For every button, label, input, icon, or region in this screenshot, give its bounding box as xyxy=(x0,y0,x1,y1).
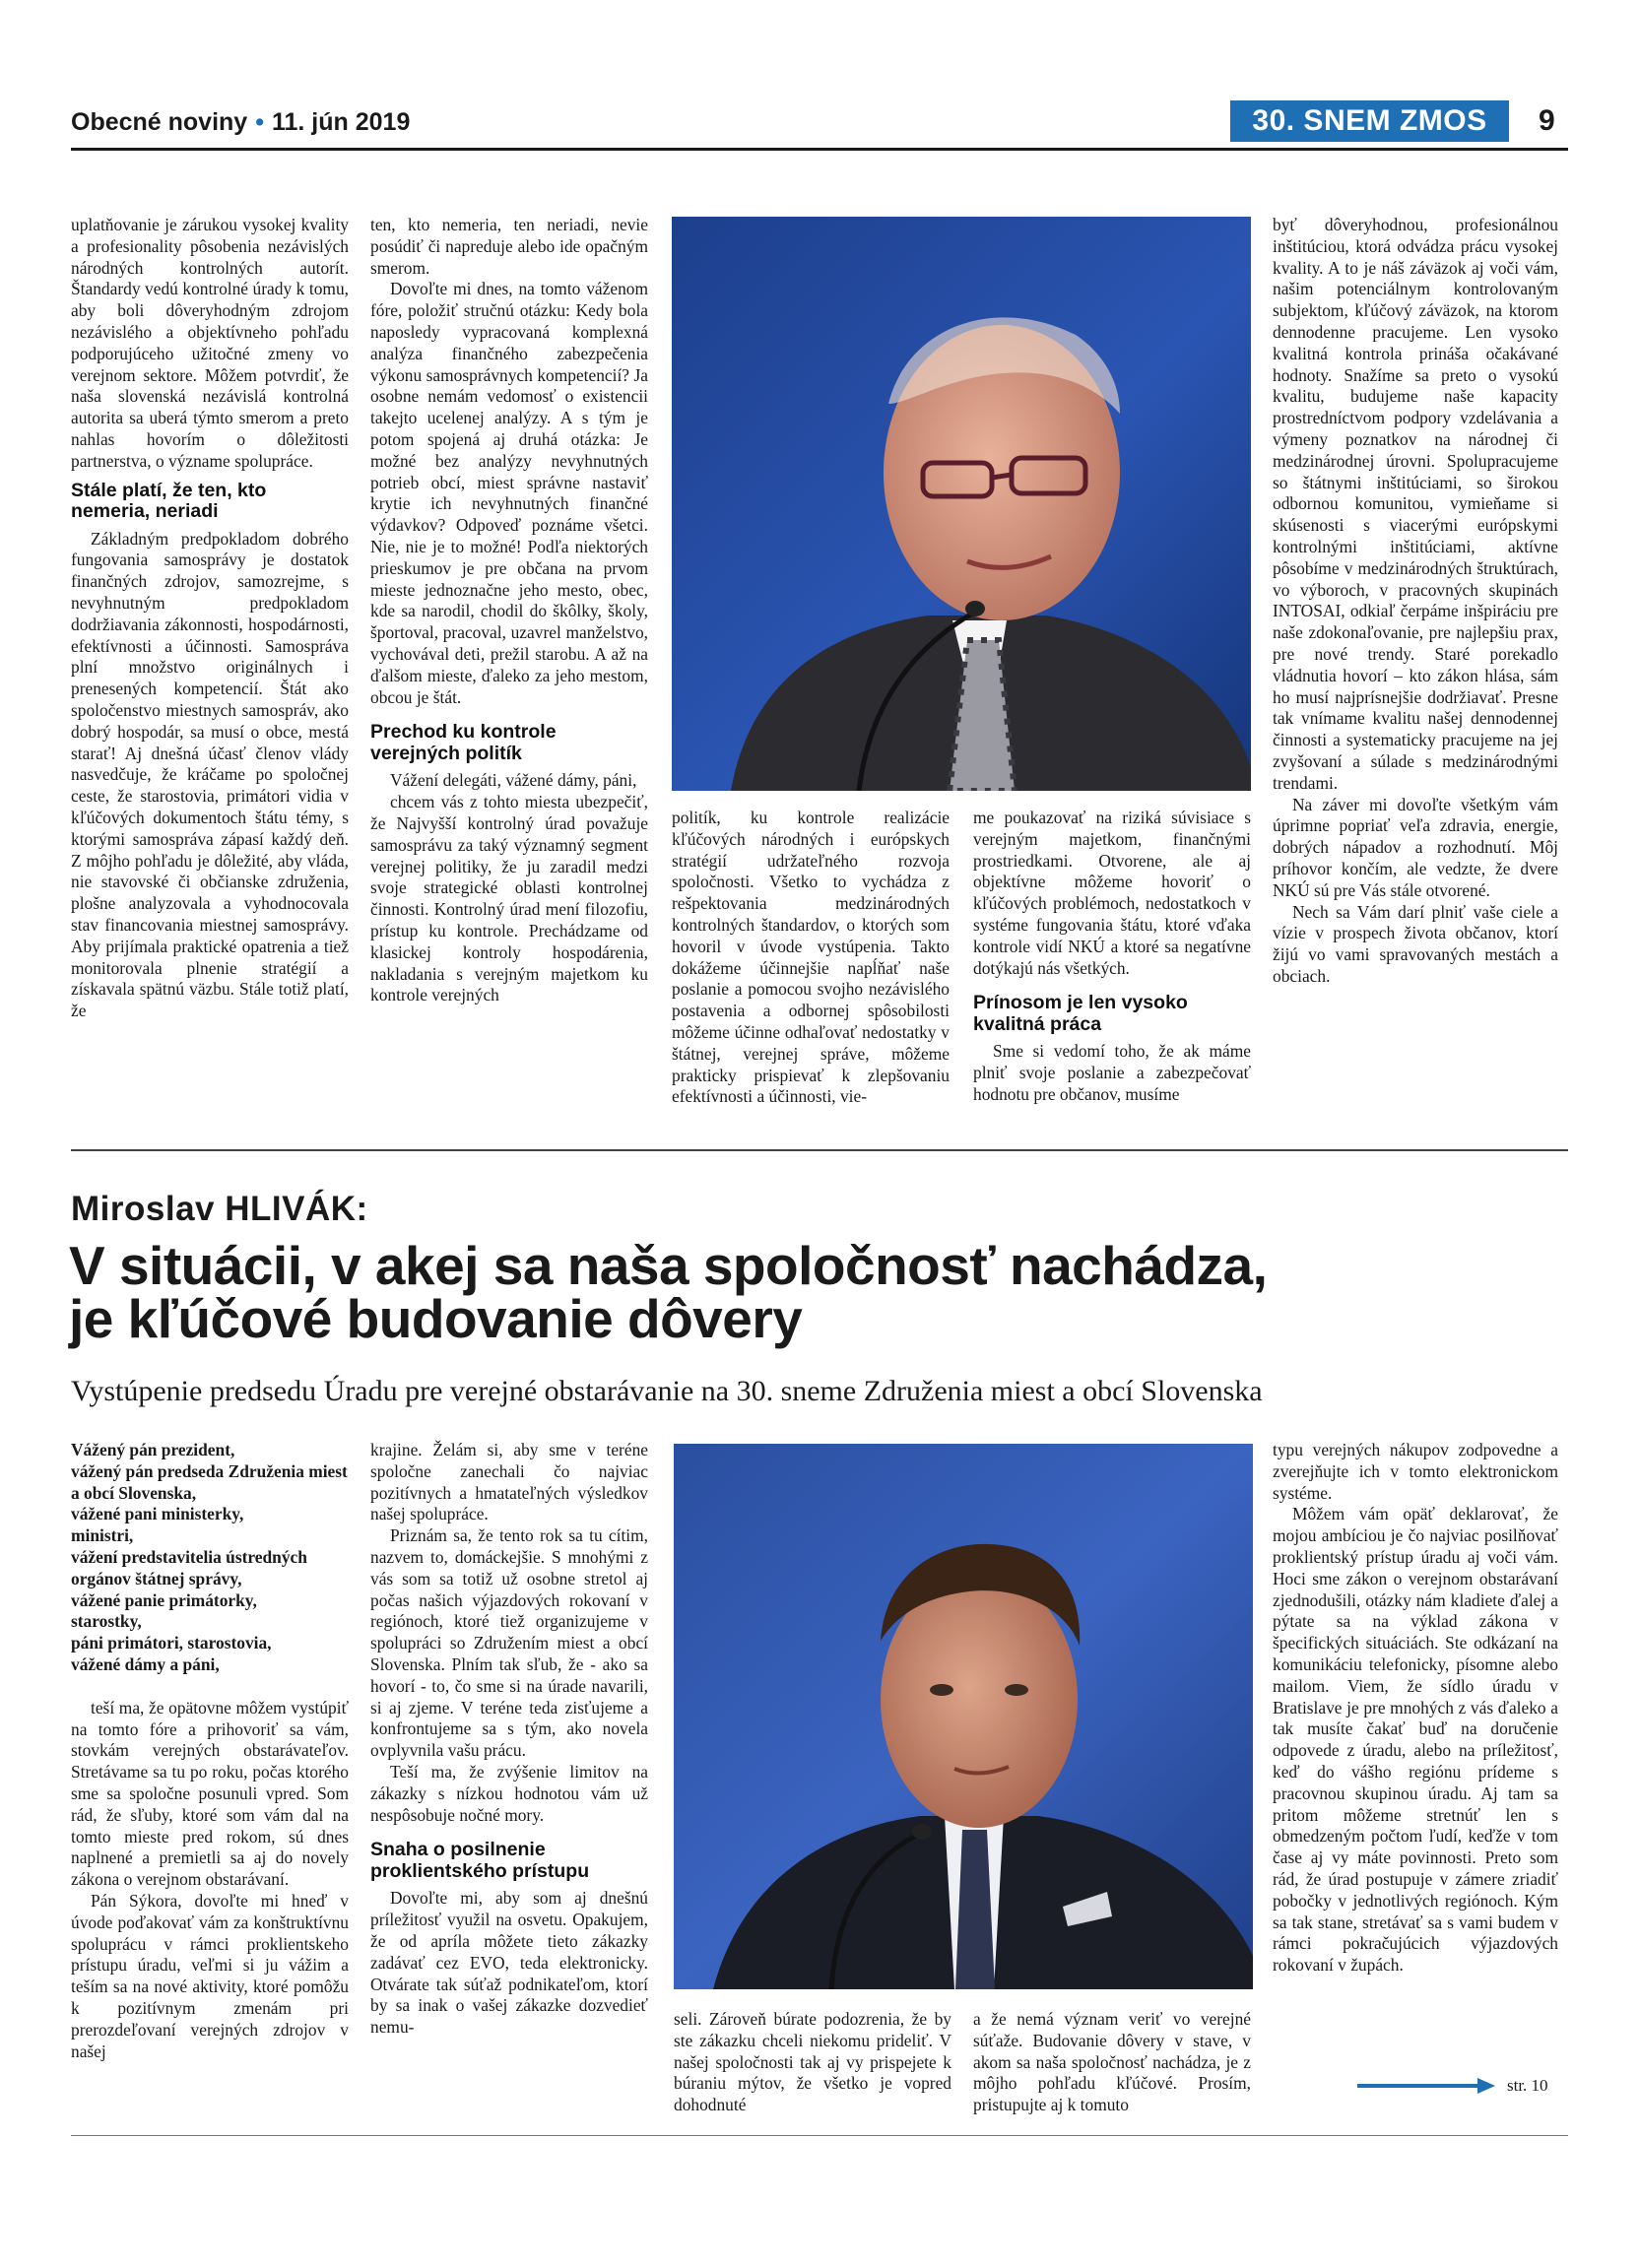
paragraph: Dovoľte mi, aby som aj dnešnú príležitosť využil na osvetu. Opakujem, že od apríla môžete tieto zákazky zadávať cez EVO, teda elektronicky. Otvárate tak súťaž podnikateľom, ktorí by sa inak o vašej zákazke dozvedieť nemu- xyxy=(370,1888,648,2038)
paragraph: chcem vás z tohto miesta ubezpečiť, že Najvyšší kontrolný úrad považuje samosprávu za taký významný segment verejnej politiky, že ju zaradil medzi svoje strategické oblasti kontrolnej činnosti. Kontrolný úrad mení filozofiu, prístup ku kontrole. Prechádzame od klasickej kontroly hospodárenia, nakladania s verejným majetkom ku kontrole verejných xyxy=(370,792,648,1005)
paragraph: Priznám sa, že tento rok sa tu cítim, nazvem to, domáckejšie. S mnohými z vás som sa totiž už osobne stretol aj počas našich výjazdových rokovaní v regiónoch, ktoré tiež organizujeme v spolupráci so Združením miest a obcí Slovenska. Plním tak sľub, že - ako sa hovorí - to, čo sme si na úrade navarili, si aj zjeme. V teréne teda zisťujeme a konfrontujeme sa s tým, ako novela ovplyvnila vašu prácu. xyxy=(370,1525,648,1761)
paragraph: Vážení delegáti, vážené dámy, páni, xyxy=(390,770,637,791)
paragraph: Pán Sýkora, dovoľte mi hneď v úvode poďakovať vám za konštruktívnu spoluprácu v rámci proklientskeho prístupu úradu, veľmi si ju vážim a teším sa na nové aktivity, ktoré pomôžu k pozitívnym zmenám pri prerozdeľovaní verejných zdrojov v našej xyxy=(71,1890,349,2061)
paragraph: Na záver mi dovoľte všetkým vám úprimne popriať veľa zdravia, energie, dobrých nápadov a rozhodnutí. Môj príhovor končím, ale vedzte, že dvere NKÚ sú pre Vás stále otvorené. xyxy=(1273,794,1558,900)
speaker-photo-2 xyxy=(674,1444,1253,1989)
paragraph: Dovoľte mi dnes, na tomto váženom fóre, položiť stručnú otázku: Kedy bola naposledy vypracovaná komplexná analýza finančného zabezpečenia výkonu samosprávnych kompetencií? Ja osobne nemám vedomosť o existencii takejto ucelenej analýzy. A s tým je potom spojená aj druhá otázka: Je možné bez analýzy nevyhnutných potrieb obcí, miest správne nastaviť krytie ich nevyhnutných finančné výdavkov? Odpoveď poznáme všetci. Nie, nie je to možné! Podľa niektorých prieskumov je pre občana na prvom mieste jednoznačne jeho mesto, obec, kde sa narodil, chodil do škôlky, školy, športoval, pracoval, uzavrel manželstvo, vychovával deti, prežil starobu. A až na ďalšom mieste, ďaleko za jeho mestom, obcou je štát. xyxy=(370,279,648,707)
publication-name: Obecné noviny xyxy=(71,108,248,136)
paragraph: byť dôveryhodnou, profesionálnou inštitúciou, ktorá odvádza prácu vysokej kvality. A to je náš záväzok aj voči vám, našim potenciálnym kontrolovaným subjektom, kľúčový záväzok, na ktorom dennodenne pracujeme. Len vysoko kvalitná kontrola prináša očakávané hodnoty. Snažíme sa preto o vysokú kvalitu, budujeme naše kapacity prostredníctvom podpory vzdelávania a výmeny poznatkov na národnej či medzinárodnej úrovni. Spolupracujeme so štátnymi inštitúciami, so širokou odbornou komunitou, vymieňame si skúsenosti s viacerými európskymi kontrolnými inštitúciami, aktívne pôsobíme v medzinárodných štruktúrach, vo výboroch, v pracovných skupinách INTOSAI, odkiaľ čerpáme inšpiráciu pre naše zdokonaľovanie, pre najlepšiu prax, pre nové trendy. Staré porekadlo vládnutia hovorí – kto zákon hlása, sám ho musí najprísnejšie dodržiavať. Presne tak vnímame kvalitu našej dennodennej činnosti a systematicky pracujeme na jej zvyšovaní a súlade s medzinárodnými trendami. xyxy=(1273,215,1558,793)
article-headline xyxy=(69,1235,1576,1349)
paragraph: seli. Zároveň búrate podozrenia, že by ste zákazku chceli niekomu prideliť. V našej spoločnosti tak aj vy prispejete k búraniu mýtov, že všetko je vopred dohodnuté xyxy=(674,2009,951,2115)
paragraph: Sme si vedomí toho, že ak máme plniť svoje poslanie a zabezpečovať hodnotu pre občanov, musíme xyxy=(973,1041,1251,1104)
paragraph: Základným predpokladom dobrého fungovania samosprávy je dostatok finančných zdrojov, samozrejme, s nevyhnutným predpokladom dodržiavania zákonnosti, hospodárnosti, efektívnosti a účinnosti. Samospráva plní množstvo originálnych i prenesených kompetencií. Štát ako spoločenstvo miestnych samospráv, ako dobrý hospodár, sa musí o obce, mestá starať! Aj dnešná účasť členov vlády nasvedčuje, že kráčame po spoločnej ceste, že starostovia, primátori vidia v kľúčových dokumentoch štátu témy, s ktorými samospráva zápasí každý deň. Z môjho pohľadu je dôležité, aby vláda, nie stavovské či občianske združenia, plošne analyzovala a vyhodnocovala stav financovania miestnej samosprávy. Aby prijímala praktické opatrenia a tiež monitorovala plnenie stratégií a získavala spätnú väzbu. Stále totiž platí, že xyxy=(71,528,349,1021)
paragraph: Nech sa Vám darí plniť vaše ciele a vízie v prospech života občanov, ktorí žijú vo vami spravovaných mestách a obciach. xyxy=(1273,901,1558,986)
paragraph: teší ma, že opätovne môžem vystúpiť na tomto fóre a prihovoriť sa vám, stovkám verejných obstarávateľov. Stretávame sa tu po roku, počas ktorého sme sa spoločne posunuli vpred. Som rád, že sľuby, ktoré som vám dal na tomto mieste pred rokom, sú dnes naplnené a premietli sa aj do novely zákona o verejnom obstarávaní. xyxy=(71,1697,349,1890)
paragraph: uplatňovanie je zárukou vysokej kvality a profesionality pôsobenia nezávislých národných kontrolných autorít. Štandardy vedú kontrolné úrady k tomu, aby boli dôveryhodným zdrojom nezávislého a objektívneho pohľadu podporujúceho užitočné zmeny vo verejnom sektore. Môžem potvrdiť, že naša slovenská nezávislá kontrolná autorita sa uberá týmto smerom a preto nahlas hovorím o dôležitosti partnerstva, o význame spolupráce. xyxy=(71,215,349,471)
article1-column-2 xyxy=(370,215,648,1006)
article2-column-4 xyxy=(973,2009,1251,2116)
paragraph: Môžem vám opäť deklarovať, že mojou ambíciou je čo najviac posilňovať proklientský prístup úradu aj voči vám. Hoci sme zákon o verejnom obstarávaní zjednodušili, otázky nám kladiete ďalej a pýtate sa na výklad zákona v špecifických situáciách. Ste odkázaní na komunikáciu telefonicky, písomne alebo mailom. Viem, že sídlo úradu v Bratislave je pre mnohých z vás ďaleko a tak musíte čakať buď na doručenie odpovede z úradu, alebo na príležitosť, keď do vášho regiónu prídeme s pracovnou skupinou úradu. Aj tam sa pritom môžeme stretnúť len s obmedzeným počtom ľudí, keďže v tom čase aj vy máte povinnosti. Preto som rád, že úrad postupuje v zámere zriadiť pobočky v jednotlivých regiónoch. Kým sa tak stane, stretávať sa s vami budem v rámci pokračujúcich výjazdových rokovaní v župách. xyxy=(1273,1504,1558,1976)
paragraph: typu verejných nákupov zodpovedne a zverejňujte ich v tomto elektronickom systéme. xyxy=(1273,1440,1558,1503)
article-subheading: Vystúpenie predsedu Úradu pre verejné obstarávanie na 30. sneme Združenia miest a obcí Slovenska xyxy=(71,1375,1263,1407)
subheading: Snaha o posilnenie proklientského prístupu xyxy=(370,1839,590,1882)
paragraph: ten, kto nemeria, ten neriadi, nevie posúdiť či napreduje alebo ide opačným smerom. xyxy=(370,215,648,278)
subheading: Prínosom je len vysoko kvalitná práca xyxy=(973,992,1188,1035)
article1-column-4 xyxy=(973,808,1251,1106)
page-number: 9 xyxy=(1539,104,1555,137)
article2-column-5 xyxy=(1273,1440,1558,1976)
article1-column-1 xyxy=(71,215,349,1022)
masthead xyxy=(71,108,410,137)
paragraph: politík, ku kontrole realizácie kľúčových národných i európskych stratégií udržateľného rozvoja spoločnosti. Všetko to vychádza z rešpektovania medzinárodných kontrolných štandardov, o ktorých som hovoril v úvode vystúpenia. Takto dokážeme účinnejšie napĺňať naše poslanie a pomocou svojho nezávislého postavenia a odbornej spôsobilosti môžeme účinne odhaľovať nedostatky v štátnej, verejnej správe, môžeme prakticky prispievať k zlepšovaniu efektívnosti a účinnosti, vie- xyxy=(672,808,950,1107)
subheading: Stále platí, že ten, kto nemeria, neriadi xyxy=(71,479,267,523)
section-tag: 30. SNEM ZMOS xyxy=(1230,100,1509,142)
speaker-photo-1 xyxy=(672,217,1251,791)
article-divider xyxy=(71,1149,1568,1151)
issue-date: 11. jún 2019 xyxy=(271,108,411,136)
arrow-right-icon xyxy=(1357,2076,1495,2096)
headline-line: V situácii, v akej sa naša spoločnosť nachádza, xyxy=(69,1235,1268,1296)
header-rule xyxy=(71,148,1568,151)
greeting: Vážený pán prezident, vážený pán predseda Združenia miest a obcí Slovenska, vážené pani ministerky, ministri, vážení predstavitelia ústredných orgánov štátnej správy, vážené panie primátorky, starostky, páni primátori, starostovia, vážené dámy a páni, xyxy=(71,1440,348,1674)
article1-column-3 xyxy=(672,808,950,1108)
article1-column-5 xyxy=(1273,215,1558,988)
paragraph: a že nemá význam veriť vo verejné súťaže. Budovanie dôvery v stave, v akom sa naša spoločnosť nachádza, je z môjho pohľadu kľúčové. Prosím, pristupujte aj k tomuto xyxy=(973,2009,1251,2115)
paragraph: me poukazovať na riziká súvisiace s verejným majetkom, finančnými prostriedkami. Otvorene, ale aj objektívne môžeme hovoriť o kľúčových problémoch, nedostatkoch v systéme fungovania štátu, ktoré vďaka kontrole vidí NKÚ a ktoré sa negatívne dotýkajú nás všetkých. xyxy=(973,808,1251,978)
paragraph: Teší ma, že zvýšenie limitov na zákazky s nízkou hodnotou vám už nespôsobuje nočné mory. xyxy=(370,1761,648,1825)
headline-line: je kľúčové budovanie dôvery xyxy=(69,1288,803,1349)
article2-column-2 xyxy=(370,1440,648,2039)
subheading: Prechod ku kontrole verejných politík xyxy=(370,721,557,764)
article2-column-3 xyxy=(674,2009,951,2116)
article-author: Miroslav HLIVÁK: xyxy=(71,1190,368,1228)
continued-on-link[interactable]: str. 10 xyxy=(1507,2076,1548,2095)
article2-column-1 xyxy=(71,1440,349,2062)
paragraph: krajine. Želám si, aby sme v teréne spoločne zanechali čo najviac pozitívnych a hmatateľných výsledkov našej spolupráce. xyxy=(370,1440,648,1524)
bottom-rule xyxy=(71,2135,1568,2136)
separator-dot: • xyxy=(255,108,264,136)
